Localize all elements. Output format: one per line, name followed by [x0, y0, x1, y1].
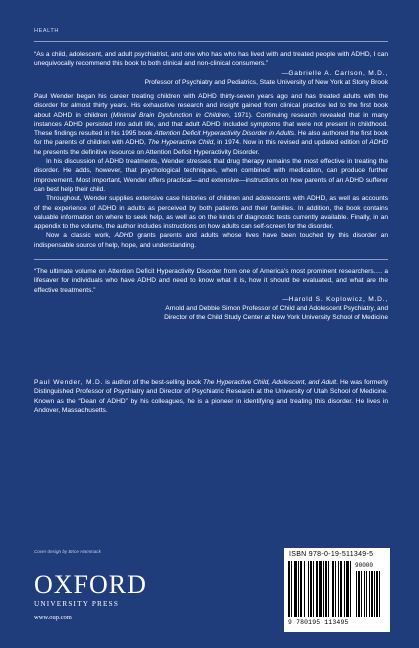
description-paragraph-4: Now a classic work, ADHD grants parents and adults whose lives have been touched by this disorder an indispensable source of help, hope, and understanding.	[34, 232, 388, 249]
description-paragraph-3: Throughout, Wender supplies extensive case histories of children and adolescents with ADHD, as well as accounts of the experience of ADHD in adults as perceived by both patients and their families. In addition, the book contains valuable information on where to seek help, as well as on the kinds of diagnostic tests currently available. Finally, in an appendix to the volume, the author includes instructions on how adults can self-screen for the disorder.	[34, 195, 388, 231]
author-name: Paul Wender, M.D.	[34, 379, 104, 386]
barcode-bar	[319, 561, 322, 617]
barcode-bar	[313, 561, 314, 617]
barcode-addon-bar	[379, 571, 380, 617]
barcode-bar	[304, 561, 305, 617]
barcode-addon-bar	[361, 571, 362, 617]
quote-2-text: “The ultimate volume on Attention Deficit Hyperactivity Disorder from one of America’s most prominent researchers…. a lifesaver for individuals who have ADHD and need to know what it is, how it should be evaluated, and what are the effective treatments.”	[34, 268, 388, 294]
barcode-bar	[344, 561, 345, 617]
top-divider	[34, 41, 388, 42]
quote-2-attribution: —Harold S. Koplowicz, M.D.,	[282, 295, 388, 303]
barcode-bar	[288, 561, 290, 617]
barcode-bar	[316, 561, 318, 617]
barcode-digits: 9 780195 113495	[288, 619, 349, 626]
barcode-bar	[335, 561, 336, 617]
quote-2-affiliation-1: Arnold and Debbie Simon Professor of Child and Adolescent Psychiatry, and	[165, 305, 388, 313]
barcode-addon-bar	[376, 571, 378, 617]
barcode-bar	[294, 561, 297, 617]
barcode-bar	[350, 561, 351, 617]
barcode-panel	[284, 548, 390, 632]
book-description	[34, 92, 388, 250]
publisher-logo	[34, 572, 154, 621]
publisher-press: UNIVERSITY PRESS	[34, 600, 120, 608]
quote-1-attribution: —Gabrielle A. Carlson, M.D.,	[281, 69, 388, 77]
barcode-bar	[298, 561, 299, 617]
barcode-addon-bar	[364, 571, 365, 617]
publisher-url[interactable]: www.oup.com	[34, 614, 72, 621]
description-paragraph-2: In his discussion of ADHD treatments, Wender stresses that drug therapy remains the most effective in treating the disorder. He adds, however, that psychological techniques, when combined with medication, can produce further improvement. Most important, Wender offers practical—and extensive—instructions on how parents of an ADHD sufferer can best help their child.	[34, 158, 388, 193]
barcode-addon-bar	[358, 571, 360, 617]
barcode-addon-digits: 90000	[355, 562, 374, 569]
barcode-addon-bar	[356, 571, 357, 617]
publisher-name: OXFORD	[34, 570, 147, 599]
barcode-addon-bar	[366, 571, 367, 617]
category-label: HEALTH	[34, 28, 59, 34]
barcode-bar	[310, 561, 312, 617]
endorsement-quote-1	[34, 50, 388, 87]
barcode-bar	[340, 561, 342, 617]
barcode-bar	[291, 561, 292, 617]
barcode-addon-bar	[369, 571, 370, 617]
barcode-icon	[288, 561, 386, 619]
barcode-addon-bar	[371, 571, 373, 617]
cover-design-credit: Cover design by Brice Hammack	[34, 549, 101, 554]
barcode-addon-bar	[374, 571, 375, 617]
middle-divider	[34, 259, 388, 260]
barcode-bar	[308, 561, 309, 617]
barcode-bar	[325, 561, 327, 617]
endorsement-quote-2	[34, 267, 388, 323]
barcode-bar	[328, 561, 329, 617]
quote-2-affiliation-2: Director of the Child Study Center at New York University School of Medicine	[164, 314, 388, 322]
author-bio: Paul Wender, M.D. is author of the best-selling book The Hyperactive Child, Adolescent, and Adult. He was formerly Distinguished Professor of Psychiatry and Director of Psychiatric Research at the University of Utah School of Medicine. Known as the “Dean of ADHD” by his colleagues, he is a pioneer in identifying and treating this disorder. He lives in Andover, Massachusetts.	[34, 379, 388, 414]
barcode-bar	[346, 561, 349, 617]
isbn-label: ISBN 978-0-19-511349-5	[289, 551, 374, 558]
barcode-bar	[323, 561, 324, 617]
quote-1-text: “As a child, adolescent, and adult psychiatrist, and one who has who has lived with and treated people with ADHD, I can unequivocally recommend this book to both clinical and non-clinical consumers.”	[34, 51, 388, 68]
barcode-bar	[300, 561, 302, 617]
barcode-bar	[338, 561, 339, 617]
quote-1-affiliation: Professor of Psychiatry and Pediatrics, State University of New York at Stony Brook	[144, 78, 388, 86]
barcode-bar	[332, 561, 334, 617]
description-paragraph-1: Paul Wender began his career treating children with ADHD thirty-seven years ago and has treated adults with the disorder for almost thirty years. His exhaustive research and insight gained from clinical practice led to the first book about ADHD in children (Minimal Brain Dysfunction in Children, 1971). Continuing research revealed that in many instances ADHD persisted into adult life, and that adult ADHD included symptoms that were not present in childhood. These findings resulted in his 1995 book Attention Deficit Hyperactivity Disorder in Adults. He also authored the first book for the parents of children with ADHD, The Hyperactive Child, in 1974. Now in this revised and updated edition of ADHD he presents the definitive resource on Attention Deficit Hyperactivity Disorder.	[34, 93, 388, 156]
